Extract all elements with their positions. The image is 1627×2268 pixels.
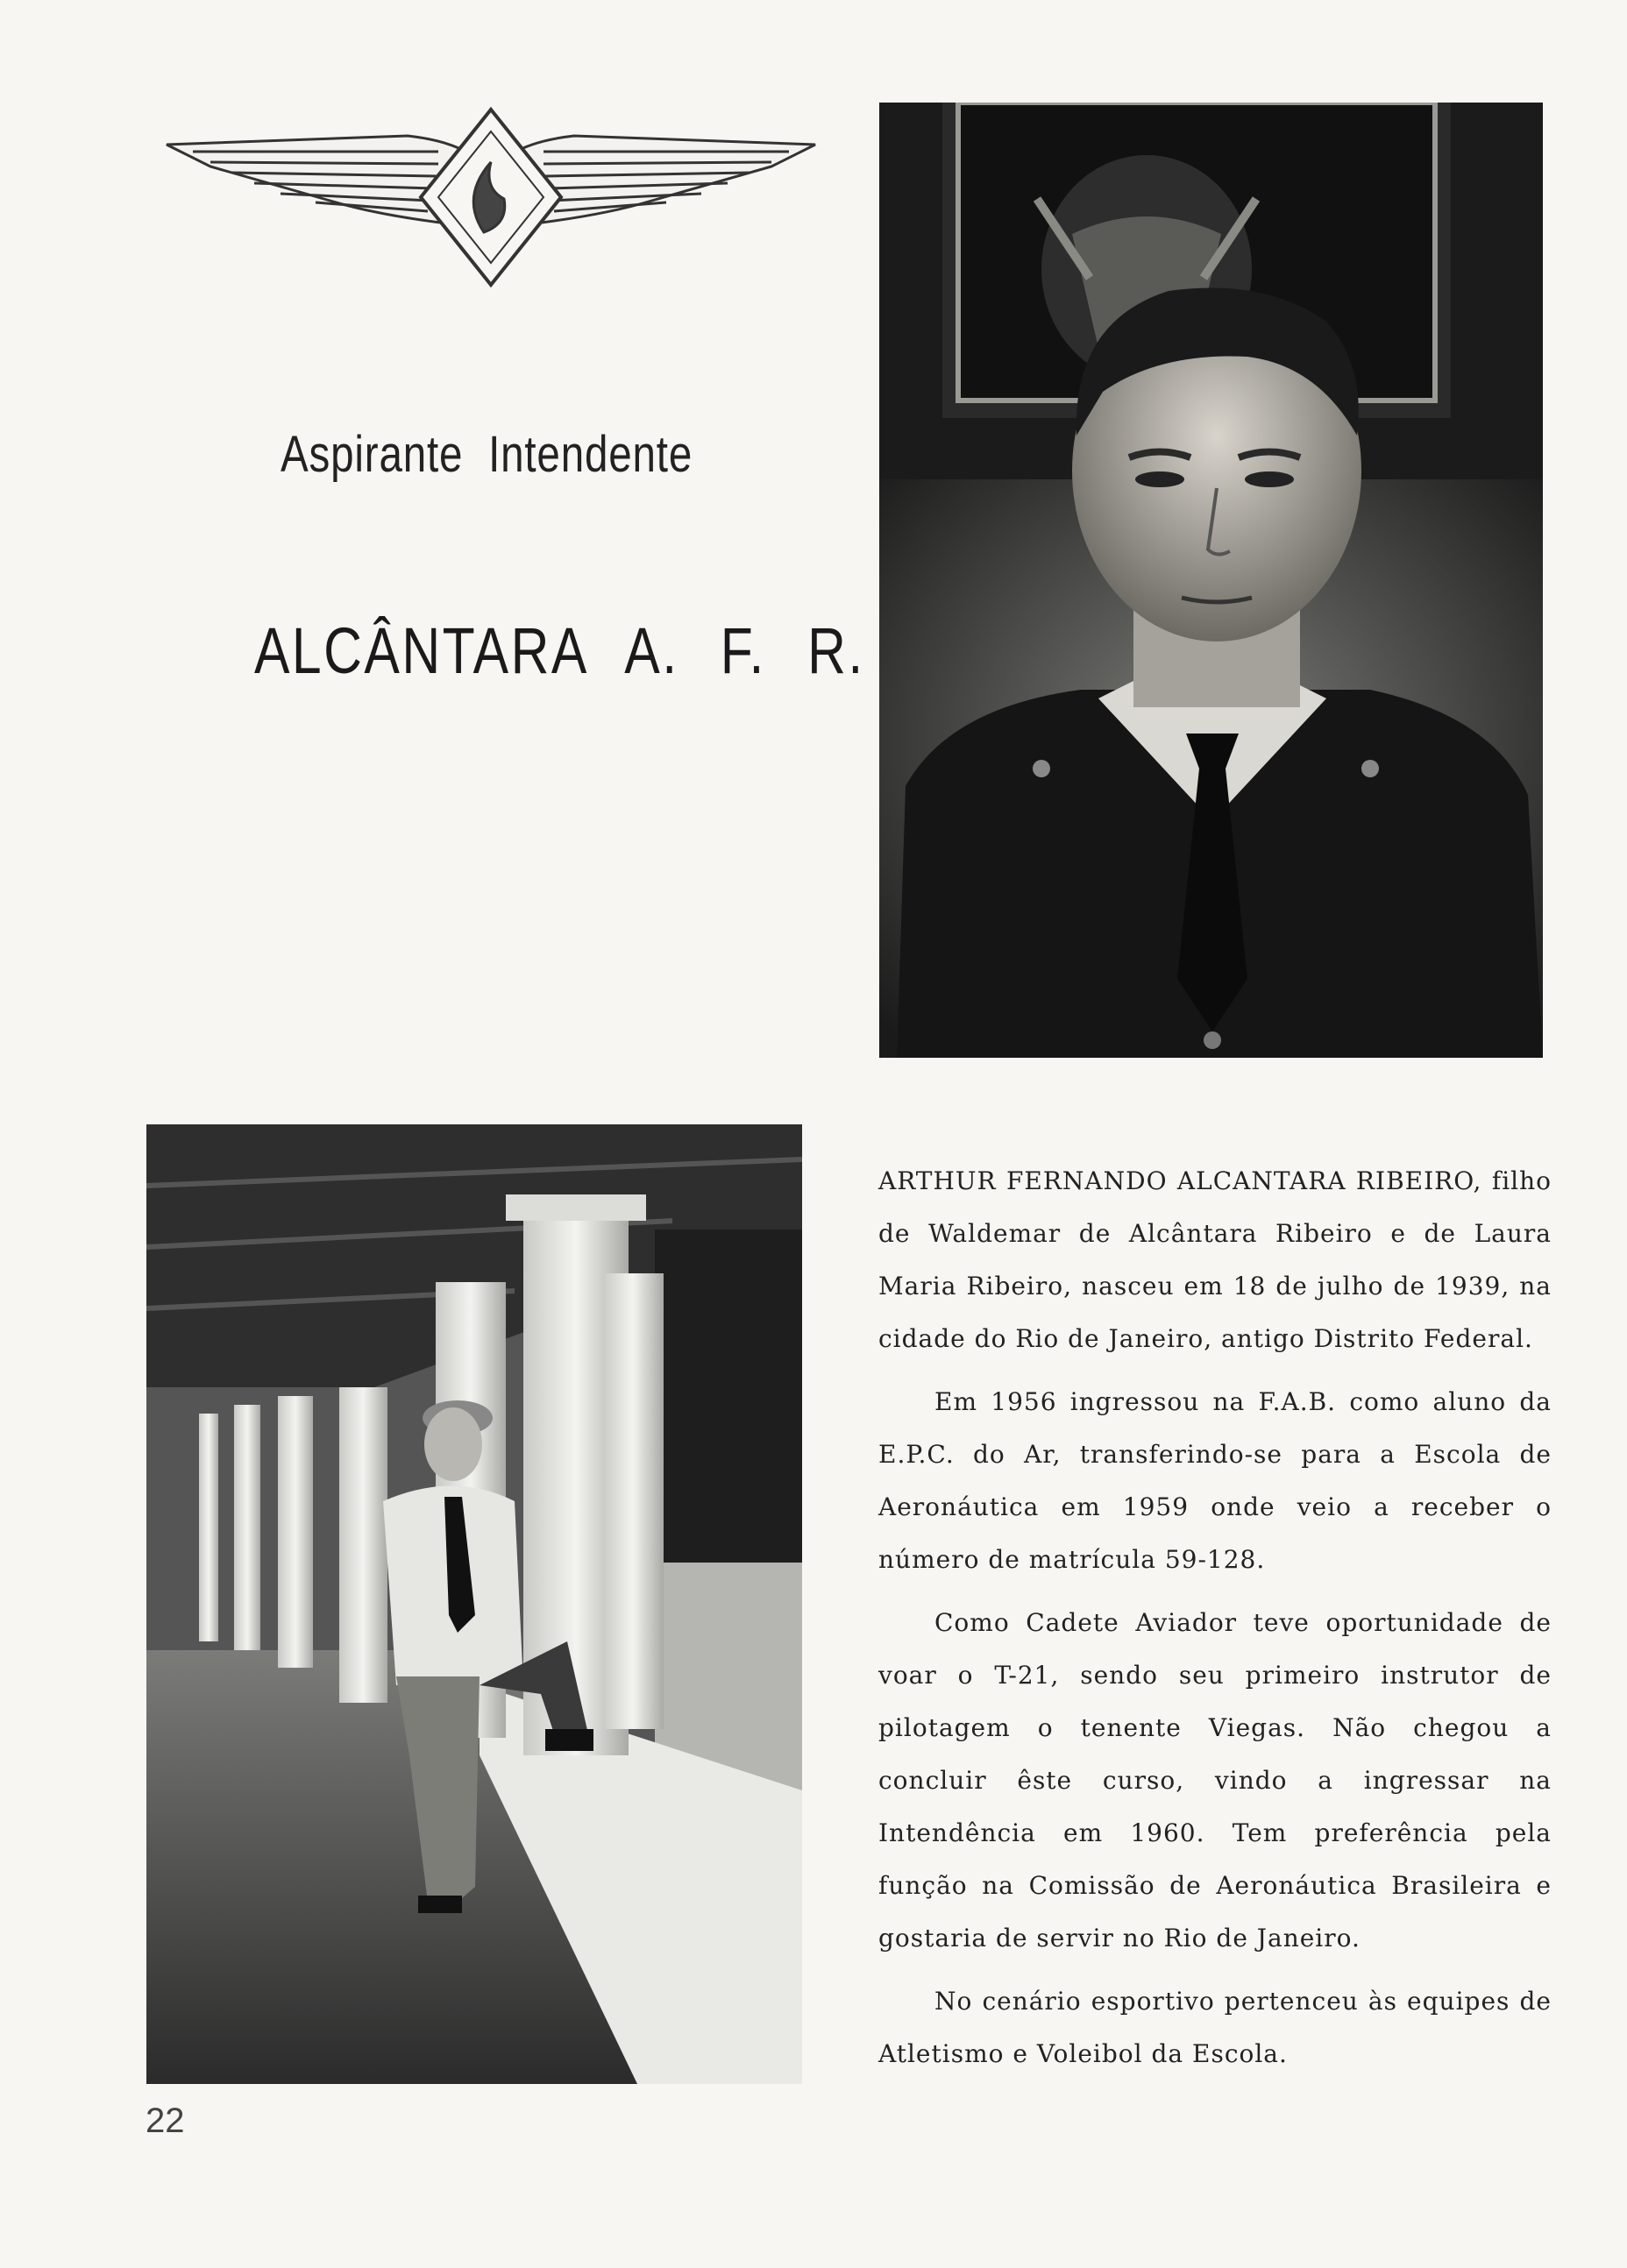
biography [878, 1155, 1552, 2091]
winged-insignia-icon [158, 101, 824, 302]
bio-paragraph: No cenário esportivo pertenceu às equipes de Atletismo e Voleibol da Escola. [878, 1987, 1552, 2068]
rank-title: Aspirante Intendente [281, 426, 693, 483]
bio-paragraph: Em 1956 ingressou na F.A.B. como aluno da E.P.C. do Ar, transferindo-se para a Escola de Aeronáutica em 1959 onde veio a receber o número de matrícula 59-128. [878, 1387, 1552, 1574]
page-number: 22 [146, 2101, 185, 2140]
portrait-photo [879, 103, 1543, 1058]
balcony-photo [146, 1124, 802, 2084]
bio-paragraph: Como Cadete Aviador teve oportunidade de voar o T-21, sendo seu primeiro instrutor de pilotagem o tenente Viegas. Não chegou a concluir êste curso, vindo a ingressar na Intendência em 1960. Tem preferência pela função na Comissão de Aeronáutica Brasileira e gostaria de servir no Rio de Janeiro. [878, 1608, 1552, 1953]
bio-paragraph: ARTHUR FERNANDO ALCANTARA RIBEIRO, filho de Waldemar de Alcântara Ribeiro e de Laura Maria Ribeiro, nasceu em 18 de julho de 1939, na cidade do Rio de Janeiro, antigo Distrito Federal. [878, 1166, 1552, 1353]
cadet-name: ALCÂNTARA A. F. R. [254, 614, 865, 687]
